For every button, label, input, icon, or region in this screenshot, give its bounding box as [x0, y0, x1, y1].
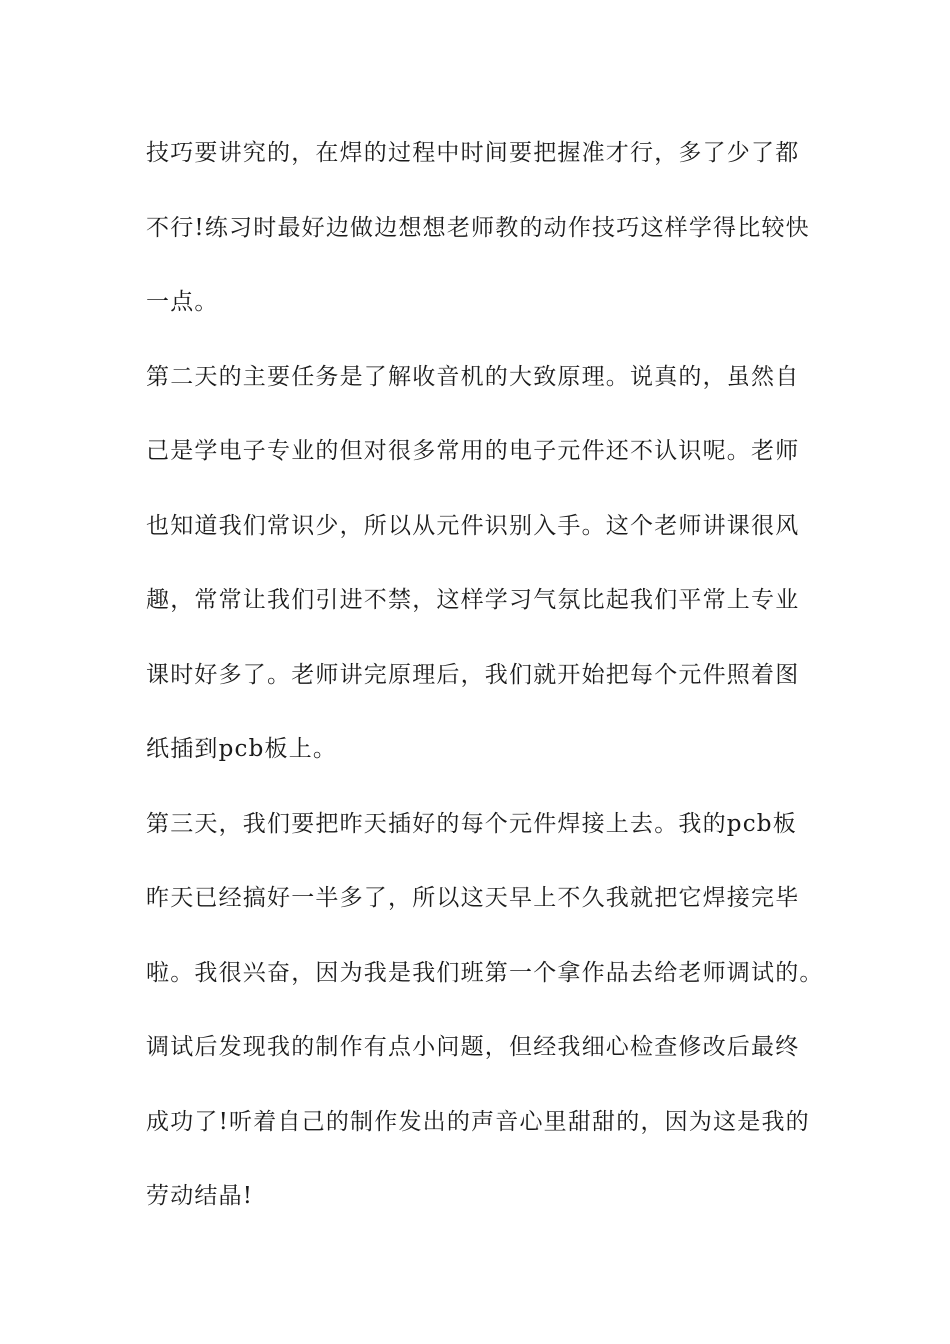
- text-line: 劳动结晶!: [146, 1183, 254, 1209]
- text-line: 成功了!听着自己的制作发出的声音心里甜甜的，因为这是我的: [146, 1108, 810, 1135]
- text-line: 调试后发现我的制作有点小问题，但经我细心检查修改后最终: [146, 1034, 800, 1060]
- text-line: 不行!练习时最好边做边想想老师教的动作技巧这样学得比较快: [146, 214, 810, 241]
- text-line: 第二天的主要任务是了解收音机的大致原理。说真的，虽然自: [146, 363, 800, 390]
- body-text: [146, 130, 836, 1248]
- text-line: 第三天，我们要把昨天插好的每个元件焊接上去。我的pcb板: [146, 810, 797, 837]
- text-line: 趣，常常让我们引进不禁，这样学习气氛比起我们平常上专业: [146, 587, 800, 613]
- text-line: 技巧要讲究的，在焊的过程中时间要把握准才行，多了少了都: [146, 140, 800, 166]
- text-line: 纸插到pcb板上。: [146, 736, 338, 762]
- text-line: 昨天已经搞好一半多了，所以这天早上不久我就把它焊接完毕: [146, 885, 800, 911]
- text-line: 也知道我们常识少，所以从元件识别入手。这个老师讲课很风: [146, 512, 800, 539]
- text-line: 啦。我很兴奋，因为我是我们班第一个拿作品去给老师调试的。: [146, 959, 824, 986]
- text-line: 己是学电子专业的但对很多常用的电子元件还不认识呢。老师: [146, 438, 800, 464]
- text-line: 一点。: [146, 289, 219, 315]
- text-line: 课时好多了。老师讲完原理后，我们就开始把每个元件照着图: [146, 661, 800, 688]
